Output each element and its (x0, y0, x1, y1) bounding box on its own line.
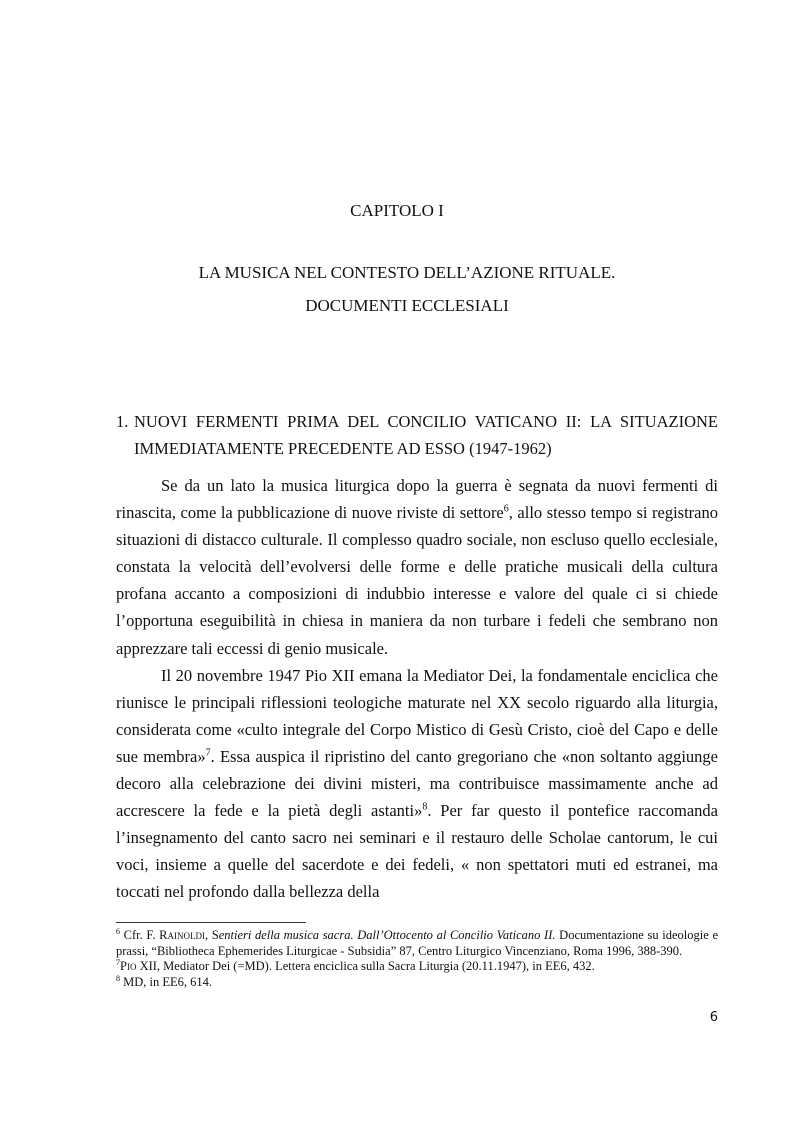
paragraph-1: Se da un lato la musica liturgica dopo la guerra è segnata da nuovi fermenti di rinascita, come la pubblicazione di nuove riviste di settore$^6$, allo stesso tempo si registrano situazioni di distacco culturale. Il complesso quadro sociale, non escluso quello ecclesiale, constata la velocità dell’evolversi delle forme e delle pratiche musicali della cultura profana accanto a composizioni di indubbio interesse e valore del quale ci si chiede l’opportuna eseguibilità in chiesa in maniera da non turbare i fedeli che sembrano non apprezzare tali eccessi di genio musicale. (116, 476, 718, 658)
body-text (116, 472, 718, 906)
section-title-line-1: NUOVI FERMENTI PRIMA DEL CONCILIO VATICANO II: LA SITUAZIONE (134, 412, 718, 431)
footnote-ref-8[interactable]: 8 (422, 801, 428, 813)
chapter-title-line-2: DOCUMENTI ECCLESIALI (305, 296, 509, 315)
footnotes (116, 928, 718, 990)
footnote-ref-7[interactable]: 7 (205, 747, 211, 759)
footnote-8: $^8$ MD, in EE6, 614. (116, 973, 213, 989)
footnote-7: $^7$Pio XII, Mediator Dei (=MD). Lettera enciclica sulla Sacra Liturgia (20.11.1947), in EE6, 432. (116, 958, 595, 974)
footnote-ref-6[interactable]: 6 (503, 503, 509, 515)
footnote-separator (116, 922, 306, 923)
chapter-title-line-1: LA MUSICA NEL CONTESTO DELL’AZIONE RITUALE. (198, 263, 616, 282)
paragraph-2: Il 20 novembre 1947 Pio XII emana la Mediator Dei, la fondamentale enciclica che riunisce le principali riflessioni teologiche maturate nel XX secolo riguardo alla liturgia, considerata come «culto integrale del Corpo Mistico di Gesù Cristo, cioè del Capo e delle sue membra»$^7$. Essa auspica il ripristino del canto gregoriano che «non soltanto aggiunge decoro alla celebrazione dei divini misteri, ma contribuisce massimamente anche ad accrescere la fede e la pietà degli astanti»$^8$. Per far questo il pontefice raccomanda l’insegnamento del canto sacro nei seminari e il restauro delle Scholae cantorum, le cui voci, insieme a quelle del sacerdote e dei fedeli, « non spettatori muti ed estranei, ma toccati nel profondo dalla bellezza della (116, 665, 718, 902)
section-heading (116, 408, 718, 462)
section-title-line-2: IMMEDIATAMENTE PRECEDENTE AD ESSO (1947-1962) (134, 439, 552, 458)
page-number: 6 (709, 1010, 718, 1025)
chapter-label: CAPITOLO I (350, 201, 444, 220)
footnote-6: $^6$ Cfr. F. Rainoldi, Sentieri della musica sacra. Dall’Ottocento al Concilio Vaticano II. Documentazione su ideologie e prassi, “Bibliotheca Ephemerides Liturgicae - Subsidia” 87, Centro Liturgico Vincenziano, Roma 1996, 388-390. (116, 926, 718, 958)
section-number: 1. (116, 412, 129, 431)
